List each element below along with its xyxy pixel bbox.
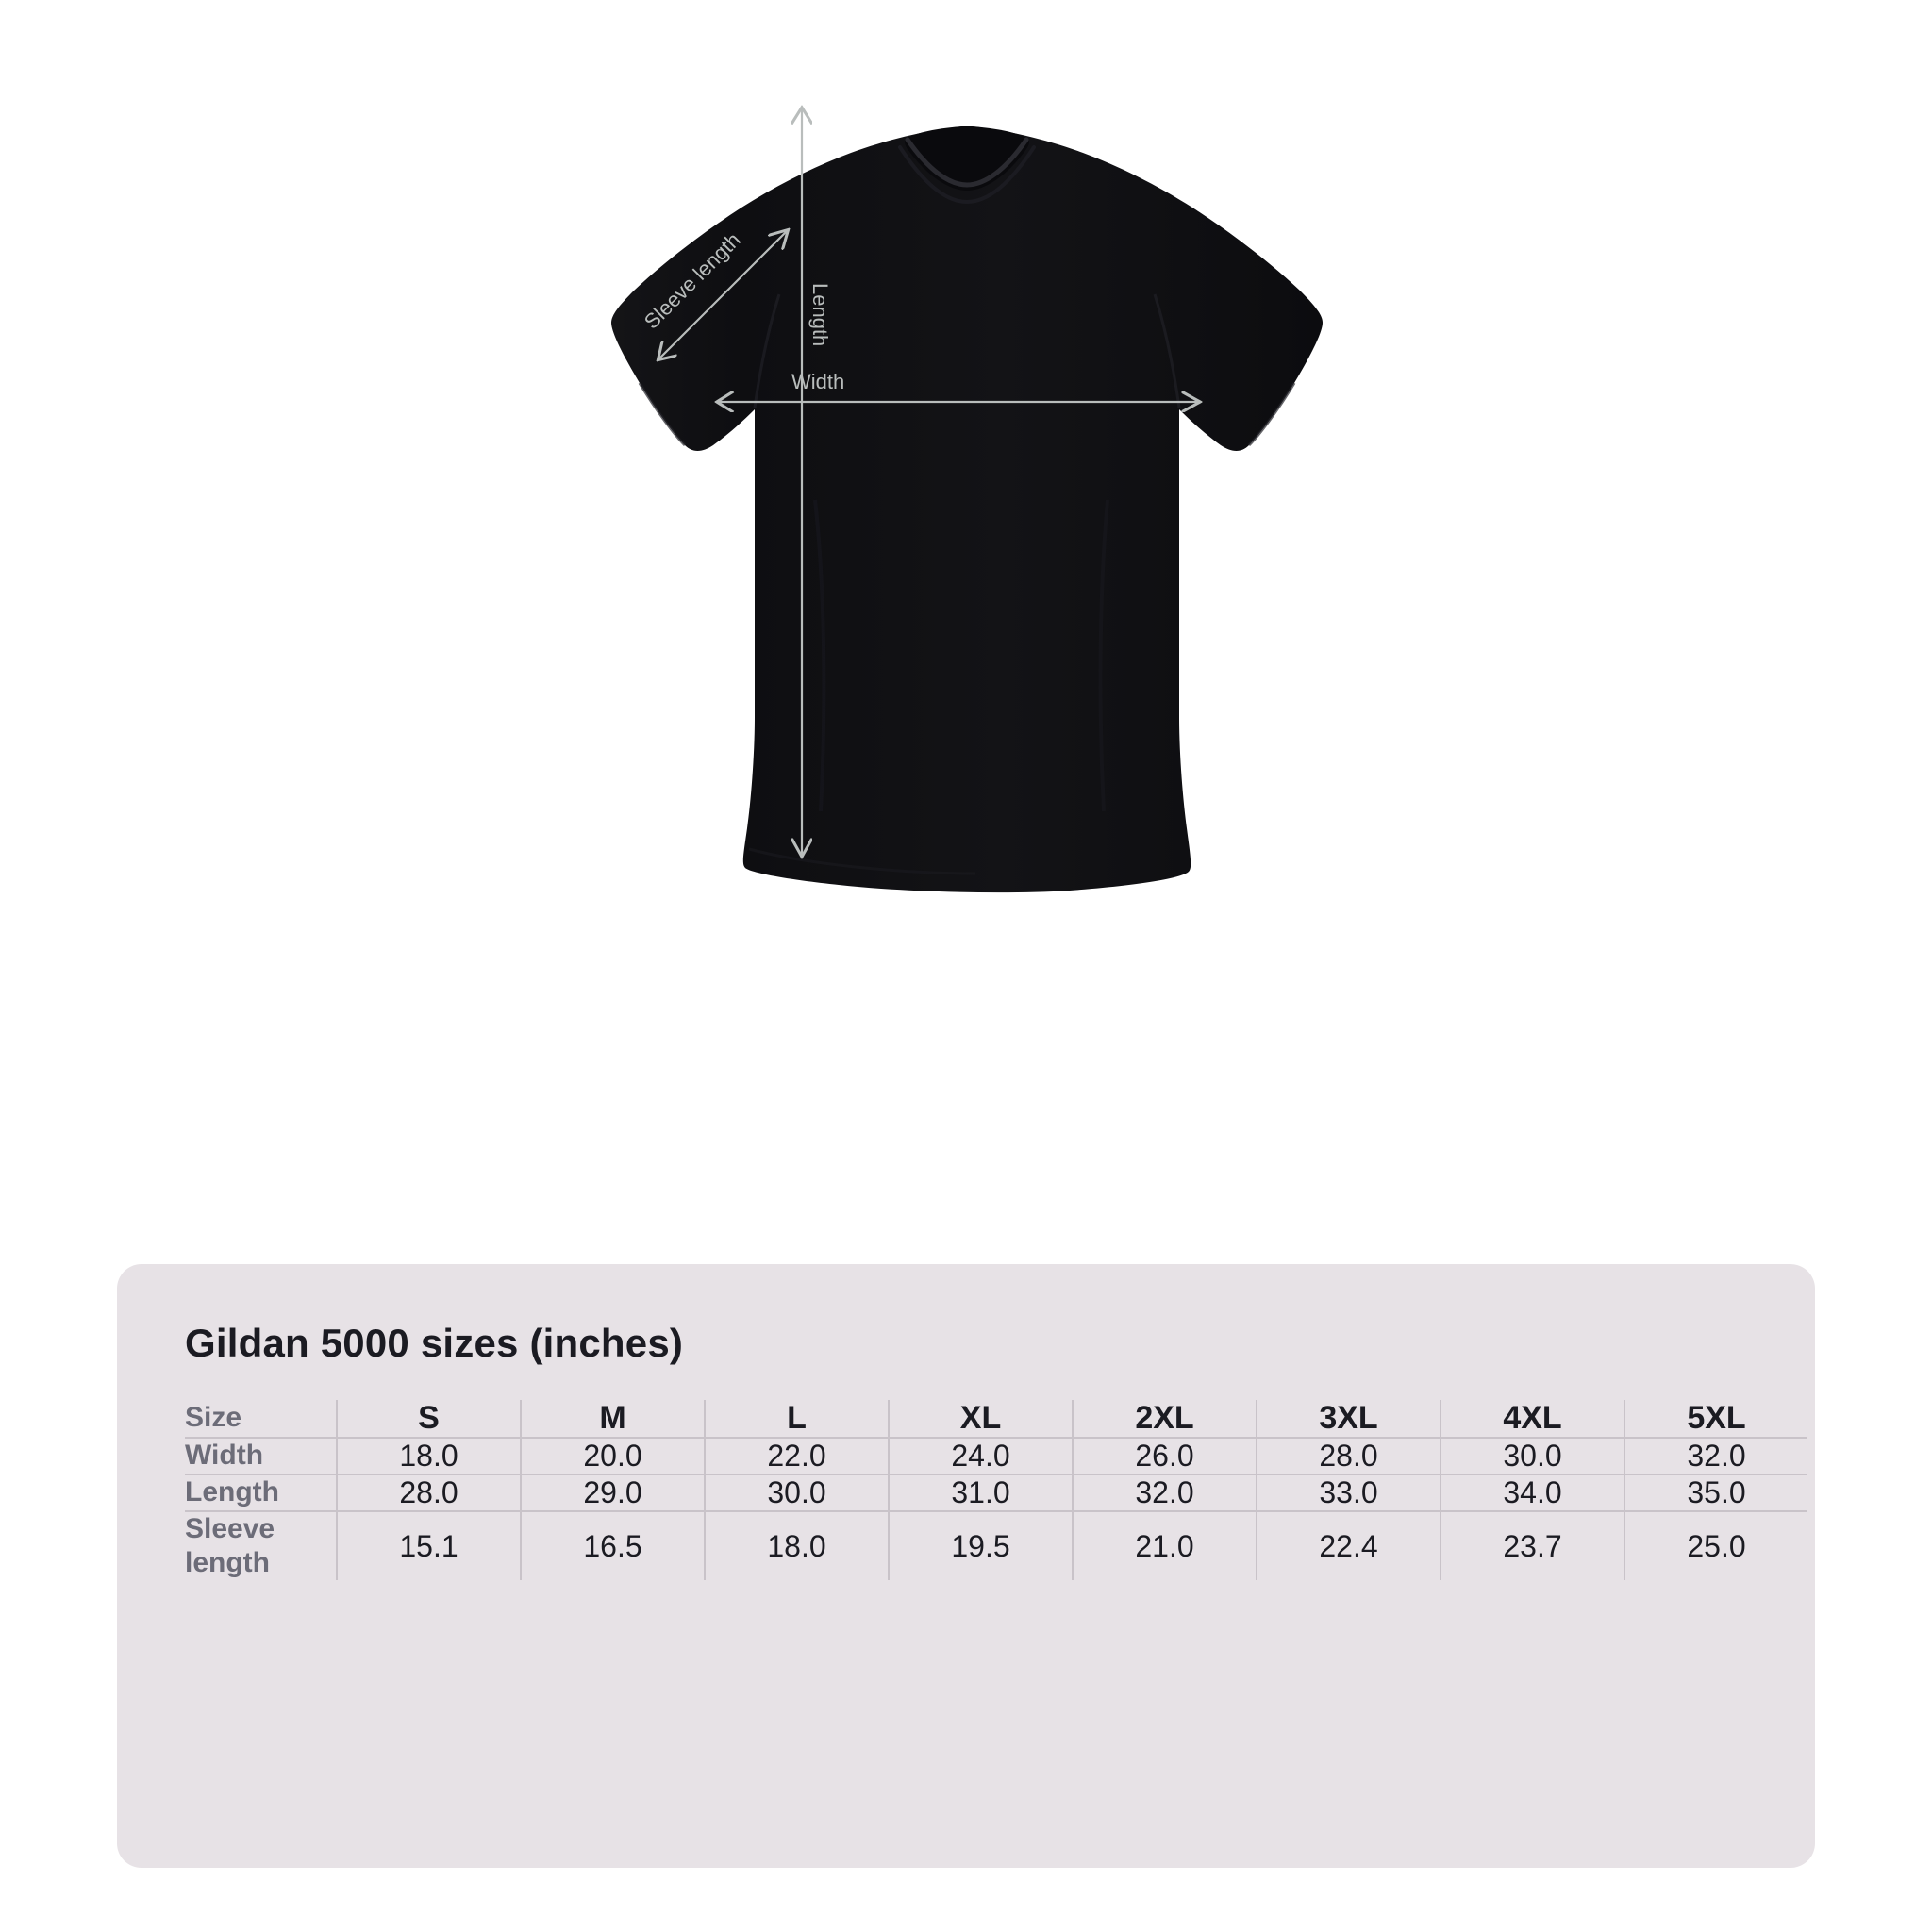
- header-col-s: S: [337, 1400, 521, 1438]
- width-2xl: 26.0: [1073, 1438, 1257, 1474]
- header-col-2xl: 2XL: [1073, 1400, 1257, 1438]
- header-col-5xl: 5XL: [1624, 1400, 1807, 1438]
- row-label-length: Length: [185, 1474, 337, 1511]
- length-4xl: 34.0: [1441, 1474, 1624, 1511]
- size-chart-table: [185, 1400, 1807, 1580]
- width-l: 22.0: [705, 1438, 889, 1474]
- header-col-xl: XL: [889, 1400, 1073, 1438]
- header-col-m: M: [521, 1400, 705, 1438]
- width-m: 20.0: [521, 1438, 705, 1474]
- sleeve-l: 18.0: [705, 1511, 889, 1580]
- length-l: 30.0: [705, 1474, 889, 1511]
- table-row: [185, 1474, 1807, 1511]
- width-xl: 24.0: [889, 1438, 1073, 1474]
- sleeve-xl: 19.5: [889, 1511, 1073, 1580]
- width-3xl: 28.0: [1257, 1438, 1441, 1474]
- size-chart-card: [117, 1264, 1815, 1868]
- length-s: 28.0: [337, 1474, 521, 1511]
- header-col-3xl: 3XL: [1257, 1400, 1441, 1438]
- width-4xl: 30.0: [1441, 1438, 1624, 1474]
- sleeve-s: 15.1: [337, 1511, 521, 1580]
- length-3xl: 33.0: [1257, 1474, 1441, 1511]
- sleeve-m: 16.5: [521, 1511, 705, 1580]
- length-xl: 31.0: [889, 1474, 1073, 1511]
- table-header-row: [185, 1400, 1807, 1438]
- length-5xl: 35.0: [1624, 1474, 1807, 1511]
- length-m: 29.0: [521, 1474, 705, 1511]
- sleeve-2xl: 21.0: [1073, 1511, 1257, 1580]
- sleeve-4xl: 23.7: [1441, 1511, 1624, 1580]
- table-row: [185, 1438, 1807, 1474]
- header-col-4xl: 4XL: [1441, 1400, 1624, 1438]
- sleeve-3xl: 22.4: [1257, 1511, 1441, 1580]
- sleeve-5xl: 25.0: [1624, 1511, 1807, 1580]
- width-label: Width: [791, 370, 845, 393]
- tshirt-svg: [409, 57, 1523, 1170]
- sleeve-length-label: Sleeve length: [639, 227, 745, 334]
- table-row: [185, 1511, 1807, 1580]
- length-label: Length: [808, 283, 832, 347]
- header-size-label: Size: [185, 1402, 242, 1434]
- length-2xl: 32.0: [1073, 1474, 1257, 1511]
- row-label-width: Width: [185, 1438, 337, 1474]
- width-5xl: 32.0: [1624, 1438, 1807, 1474]
- width-s: 18.0: [337, 1438, 521, 1474]
- header-col-l: L: [705, 1400, 889, 1438]
- size-chart-title: Gildan 5000 sizes (inches): [185, 1321, 684, 1365]
- row-label-sleeve-length: Sleeve length: [185, 1511, 337, 1580]
